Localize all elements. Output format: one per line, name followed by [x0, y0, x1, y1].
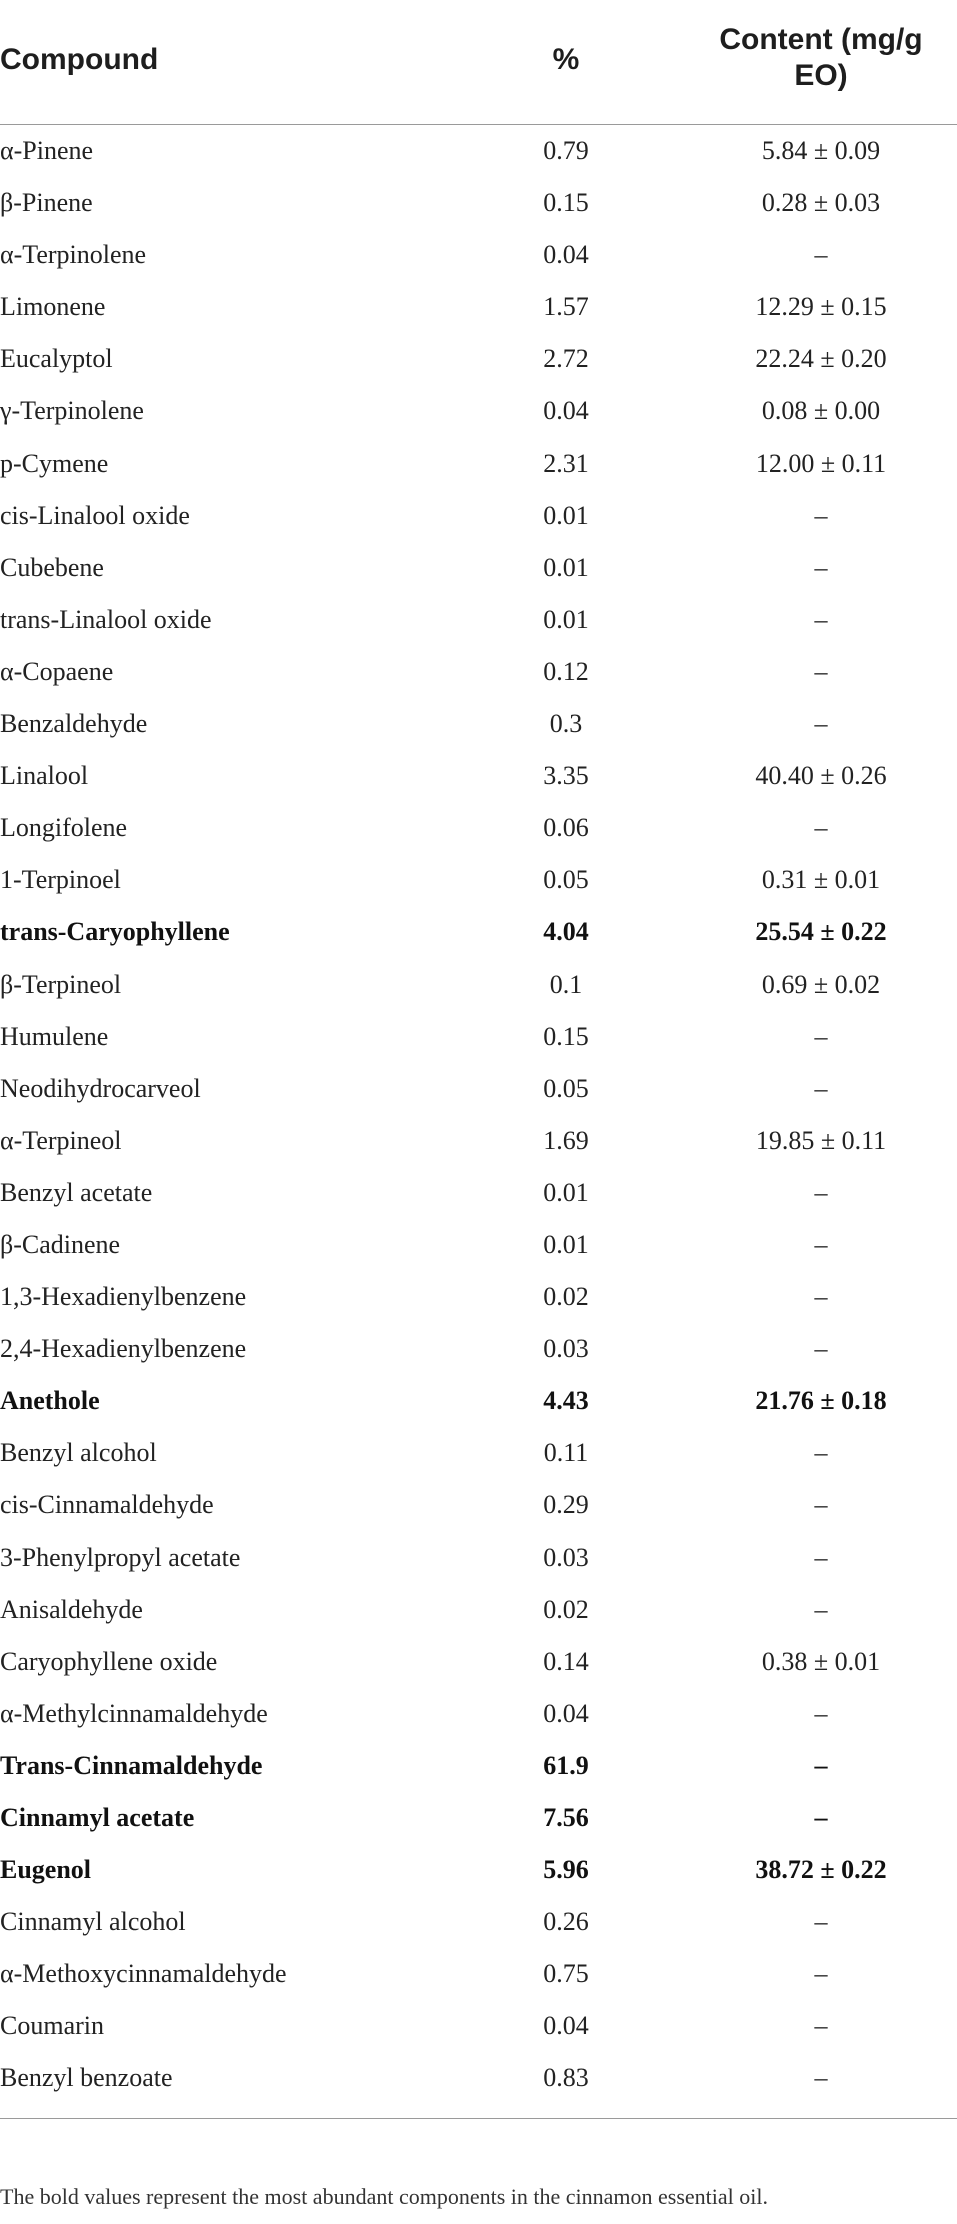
- compound-cell: p-Cymene: [0, 448, 109, 478]
- table-row: [0, 594, 957, 646]
- compound-cell: trans-Linalool oxide: [0, 604, 212, 634]
- table-row: [0, 802, 957, 854]
- content-cell: –: [814, 1438, 828, 1468]
- percent-cell: 0.03: [543, 1334, 589, 1364]
- compound-cell: α-Pinene: [0, 136, 94, 165]
- percent-cell: 4.04: [543, 917, 589, 947]
- percent-cell: 0.05: [543, 1073, 589, 1103]
- content-cell: –: [814, 500, 828, 530]
- percent-cell: 0.3: [549, 709, 583, 739]
- table-row: [0, 1636, 957, 1688]
- content-cell: –: [814, 656, 828, 686]
- percent-cell: 0.79: [543, 136, 589, 165]
- content-cell: –: [814, 1907, 828, 1937]
- content-cell: –: [814, 1229, 828, 1259]
- table-row: [0, 1688, 957, 1740]
- percent-cell: 0.04: [543, 1698, 589, 1728]
- table-row: [0, 1167, 957, 1219]
- content-cell: –: [814, 1750, 828, 1780]
- compound-cell: Benzyl alcohol: [0, 1438, 157, 1468]
- table-row: [0, 1844, 957, 1896]
- table-row: [0, 125, 957, 177]
- compound-cell: α-Methylcinnamaldehyde: [0, 1698, 268, 1728]
- table-row: [0, 1323, 957, 1375]
- table-row: [0, 1740, 957, 1792]
- content-cell: 5.84 ± 0.09: [761, 136, 881, 165]
- compound-cell: Trans-Cinnamaldehyde: [0, 1750, 263, 1780]
- table-row: [0, 1479, 957, 1531]
- content-cell: –: [814, 1594, 828, 1624]
- compound-cell: 2,4-Hexadienylbenzene: [0, 1334, 247, 1364]
- compound-cell: β-Terpineol: [0, 969, 122, 999]
- percent-cell: 2.72: [543, 344, 589, 374]
- table-row: [0, 959, 957, 1011]
- compound-cell: α-Terpinolene: [0, 240, 147, 270]
- table-row: [0, 1896, 957, 1948]
- compound-cell: Humulene: [0, 1021, 109, 1051]
- content-cell: 22.24 ± 0.20: [755, 344, 887, 374]
- content-cell: –: [814, 1542, 828, 1572]
- table-row: [0, 1584, 957, 1636]
- table-row: [0, 229, 957, 281]
- percent-cell: 0.01: [543, 1229, 589, 1259]
- content-cell: –: [814, 1803, 828, 1832]
- content-cell: –: [814, 2011, 828, 2041]
- compound-cell: 1,3-Hexadienylbenzene: [0, 1282, 247, 1312]
- header-compound: Compound: [0, 43, 159, 76]
- compound-cell: Eucalyptol: [0, 344, 113, 374]
- table-row: [0, 177, 957, 229]
- content-cell: –: [814, 813, 828, 843]
- percent-cell: 0.01: [543, 1177, 589, 1207]
- compound-cell: 1-Terpinoel: [0, 865, 121, 895]
- content-cell: 25.54 ± 0.22: [755, 917, 887, 947]
- percent-cell: 5.96: [543, 1855, 589, 1885]
- percent-cell: 1.57: [543, 292, 589, 322]
- percent-cell: 0.12: [543, 656, 589, 686]
- compound-cell: Benzyl acetate: [0, 1177, 153, 1207]
- percent-cell: 0.15: [543, 188, 589, 218]
- content-cell: 0.08 ± 0.00: [761, 396, 881, 426]
- compound-cell: Limonene: [0, 292, 106, 322]
- content-cell: –: [814, 552, 828, 582]
- content-cell: 38.72 ± 0.22: [755, 1855, 887, 1885]
- table-row: [0, 1115, 957, 1167]
- compound-cell: Anisaldehyde: [0, 1594, 143, 1624]
- table-row: [0, 1427, 957, 1479]
- percent-cell: 61.9: [543, 1750, 589, 1780]
- compound-cell: Benzyl benzoate: [0, 2063, 173, 2093]
- compound-cell: α-Terpineol: [0, 1125, 122, 1155]
- content-cell: –: [814, 1073, 828, 1103]
- content-cell: –: [814, 1698, 828, 1728]
- table-footnote: The bold values represent the most abundant components in the cinnamon essential oil.: [0, 2184, 768, 2209]
- percent-cell: 7.56: [543, 1803, 589, 1832]
- content-cell: 21.76 ± 0.18: [755, 1386, 887, 1416]
- percent-cell: 0.04: [543, 2011, 589, 2041]
- table-row: [0, 698, 957, 750]
- percent-cell: 0.15: [543, 1021, 589, 1051]
- compound-cell: cis-Cinnamaldehyde: [0, 1490, 214, 1520]
- table-row: [0, 490, 957, 542]
- content-cell: –: [814, 240, 828, 270]
- content-cell: 40.40 ± 0.26: [755, 761, 887, 791]
- compound-cell: β-Cadinene: [0, 1229, 121, 1259]
- percent-cell: 0.29: [543, 1490, 589, 1520]
- table-row: [0, 385, 957, 437]
- table-row: [0, 854, 957, 906]
- percent-cell: 0.05: [543, 865, 589, 895]
- content-cell: –: [814, 709, 828, 739]
- percent-cell: 0.83: [543, 2063, 589, 2093]
- percent-cell: 0.26: [543, 1907, 589, 1937]
- compound-cell: Caryophyllene oxide: [0, 1646, 218, 1676]
- table-row: [0, 1375, 957, 1427]
- percent-cell: 3.35: [543, 761, 589, 791]
- compound-cell: Benzaldehyde: [0, 709, 148, 739]
- compound-cell: β-Pinene: [0, 188, 93, 218]
- percent-cell: 1.69: [543, 1125, 589, 1155]
- content-cell: 19.85 ± 0.11: [755, 1125, 887, 1155]
- content-cell: 0.28 ± 0.03: [761, 188, 881, 218]
- percent-cell: 0.04: [543, 240, 589, 270]
- content-cell: –: [814, 2063, 828, 2093]
- compound-cell: Eugenol: [0, 1855, 92, 1885]
- percent-cell: 0.06: [543, 813, 589, 843]
- content-cell: 0.38 ± 0.01: [761, 1646, 881, 1676]
- percent-cell: 0.02: [543, 1282, 589, 1312]
- header-content: [676, 22, 957, 94]
- percent-cell: 0.03: [543, 1542, 589, 1572]
- table-row: [0, 750, 957, 802]
- table-row: [0, 1063, 957, 1115]
- table-row: [0, 1011, 957, 1063]
- content-cell: 12.29 ± 0.15: [755, 292, 887, 322]
- header-percent: %: [552, 43, 580, 76]
- table-body: [0, 125, 957, 2105]
- compound-cell: Cinnamyl alcohol: [0, 1907, 186, 1937]
- content-cell: –: [814, 1021, 828, 1051]
- percent-cell: 0.01: [543, 604, 589, 634]
- content-cell: 12.00 ± 0.11: [755, 448, 887, 478]
- table-row: [0, 1271, 957, 1323]
- percent-cell: 0.14: [543, 1646, 589, 1676]
- content-cell: –: [814, 1177, 828, 1207]
- table-row: [0, 542, 957, 594]
- table-row: [0, 646, 957, 698]
- table-row: [0, 333, 957, 385]
- percent-cell: 0.01: [543, 500, 589, 530]
- compound-cell: Longifolene: [0, 813, 128, 843]
- percent-cell: 4.43: [543, 1386, 589, 1416]
- compound-cell: Cinnamyl acetate: [0, 1803, 195, 1832]
- table-header: [0, 0, 957, 125]
- header-content-line1: Content (mg/g: [719, 23, 923, 56]
- content-cell: –: [814, 1282, 828, 1312]
- table-row: [0, 438, 957, 490]
- content-cell: –: [814, 1959, 828, 1989]
- table-row: [0, 2000, 957, 2052]
- content-cell: –: [814, 1334, 828, 1364]
- percent-cell: 0.75: [543, 1959, 589, 1989]
- percent-cell: 0.04: [543, 396, 589, 426]
- compound-cell: cis-Linalool oxide: [0, 500, 190, 530]
- content-cell: 0.69 ± 0.02: [761, 969, 881, 999]
- percent-cell: 0.01: [543, 552, 589, 582]
- content-cell: 0.31 ± 0.01: [761, 865, 881, 895]
- compound-cell: γ-Terpinolene: [0, 396, 144, 426]
- table-row: [0, 1948, 957, 2000]
- compound-cell: trans-Caryophyllene: [0, 917, 230, 947]
- compound-cell: Neodihydrocarveol: [0, 1073, 201, 1103]
- compound-cell: Coumarin: [0, 2011, 104, 2041]
- table-row: [0, 1532, 957, 1584]
- compound-cell: Anethole: [0, 1386, 100, 1416]
- compound-cell: α-Copaene: [0, 656, 114, 686]
- compound-cell: Linalool: [0, 761, 89, 791]
- percent-cell: 2.31: [543, 448, 589, 478]
- table-row: [0, 281, 957, 333]
- table-row: [0, 1792, 957, 1844]
- percent-cell: 0.11: [543, 1438, 589, 1468]
- compound-cell: Cubebene: [0, 552, 104, 582]
- content-cell: –: [814, 604, 828, 634]
- percent-cell: 0.1: [549, 969, 583, 999]
- table-row: [0, 2052, 957, 2104]
- content-cell: –: [814, 1490, 828, 1520]
- compound-cell: 3-Phenylpropyl acetate: [0, 1542, 241, 1572]
- table-row: [0, 906, 957, 958]
- table-row: [0, 1219, 957, 1271]
- header-content-line2: EO): [794, 59, 848, 92]
- percent-cell: 0.02: [543, 1594, 589, 1624]
- compound-cell: α-Methoxycinnamaldehyde: [0, 1959, 287, 1989]
- table-bottom-rule: [0, 2118, 957, 2119]
